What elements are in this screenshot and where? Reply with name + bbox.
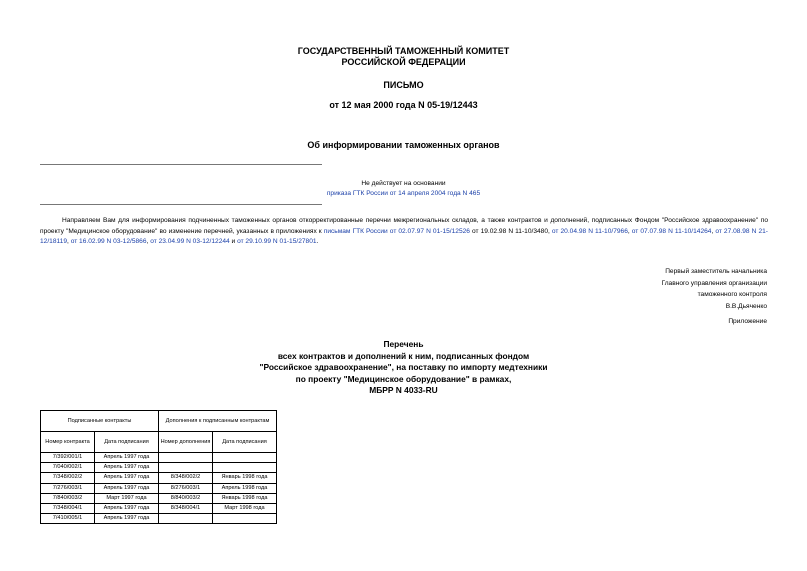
- group-header-supplements: Дополнения к подписанным контрактам: [159, 411, 277, 432]
- letter-link-1[interactable]: письмам ГТК России от 02.07.97 N 01-15/12526: [323, 227, 470, 235]
- cell-contract-number: 7/276/003/1: [41, 483, 95, 493]
- cell-supplement-number: [159, 453, 213, 463]
- cell-contract-date: Апрель 1997 года: [95, 503, 159, 513]
- table-row: [41, 493, 277, 503]
- cell-contract-number: 7/348/002/2: [41, 473, 95, 483]
- cell-contract-number: 7/840/003/2: [41, 493, 95, 503]
- col-header-supplement-date: Дата подписания: [213, 432, 277, 453]
- table-group-header-row: [41, 411, 277, 432]
- body-text-4: ,: [711, 227, 716, 235]
- org-name-line1: ГОСУДАРСТВЕННЫЙ ТАМОЖЕННЫЙ КОМИТЕТ: [297, 46, 510, 56]
- cell-supplement-date: Апрель 1998 года: [213, 483, 277, 493]
- col-header-supplement-number: Номер дополнения: [159, 432, 213, 453]
- cell-supplement-date: [213, 514, 277, 524]
- document-type: ПИСЬМО: [383, 80, 424, 90]
- letter-link-5[interactable]: от 16.02.99 N 03-12/5866: [70, 238, 147, 245]
- body-paragraph: [40, 216, 768, 248]
- cell-contract-date: Апрель 1997 года: [95, 453, 159, 463]
- appendix-title-line: по проекту "Медицинское оборудование" в рамках,: [295, 373, 512, 384]
- body-text-6: ,: [146, 238, 151, 245]
- cell-contract-date: Март 1997 года: [95, 493, 159, 503]
- cell-supplement-number: 8/348/004/1: [159, 503, 213, 513]
- signature-name: В.В.Дьяченко: [725, 302, 767, 310]
- letter-link-3[interactable]: от 07.07.98 N 11-10/14264: [631, 227, 712, 235]
- cell-contract-date: Апрель 1997 года: [95, 514, 159, 524]
- letter-link-7[interactable]: от 29.10.99 N 01-15/27801: [237, 238, 317, 245]
- appendix-title-line: "Российское здравоохранение", на поставку по импорту медтехники: [259, 362, 548, 372]
- appendix-title-line: МБРР N 4033-RU: [369, 385, 438, 395]
- signature-block: [527, 266, 767, 312]
- cell-supplement-number: [159, 463, 213, 473]
- divider-bottom: [40, 204, 322, 205]
- body-text-2: от 19.02.98 N 11-10/3480,: [469, 227, 552, 235]
- col-header-contract-number: Номер контракта: [41, 432, 95, 453]
- contracts-table: [40, 410, 277, 524]
- cell-supplement-date: [213, 453, 277, 463]
- body-text-5: ,: [67, 238, 71, 245]
- table-row: [41, 453, 277, 463]
- cell-contract-number: 7/040/002/1: [41, 463, 95, 473]
- letter-link-4[interactable]: от 27.08.98 N 21-12/18119: [40, 227, 768, 245]
- table-row: [41, 463, 277, 473]
- letter-link-2[interactable]: от 20.04.98 N 11-10/7966: [551, 227, 628, 235]
- signature-line: Главного управления организации: [661, 279, 767, 287]
- appendix-title-line: всех контрактов и дополнений к ним, подписанных фондом: [277, 350, 530, 361]
- cell-contract-date: Апрель 1997 года: [95, 463, 159, 473]
- cell-supplement-date: Январь 1998 года: [213, 473, 277, 483]
- body-text-8: .: [316, 238, 319, 245]
- cell-supplement-number: 8/840/003/2: [159, 493, 213, 503]
- signature-line: Первый заместитель начальника: [665, 268, 767, 275]
- signature-line: таможенного контроля: [697, 291, 767, 298]
- table-row: [41, 473, 277, 483]
- table-row: [41, 514, 277, 524]
- document-subject: Об информировании таможенных органов: [307, 140, 500, 150]
- letter-link-6[interactable]: от 23.04.99 N 03-12/12244: [150, 238, 230, 245]
- cell-supplement-number: 8/276/003/1: [159, 483, 213, 493]
- document-date-number: от 12 мая 2000 года N 05-19/12443: [329, 100, 478, 110]
- appendix-title-line: Перечень: [383, 339, 424, 349]
- body-text-3: ,: [627, 227, 632, 235]
- cell-contract-date: Апрель 1997 года: [95, 483, 159, 493]
- cell-contract-date: Апрель 1997 года: [95, 473, 159, 483]
- cell-supplement-date: Март 1998 года: [213, 503, 277, 513]
- cell-supplement-date: [213, 463, 277, 473]
- group-header-contracts: Подписанные контракты: [41, 411, 159, 432]
- cell-contract-number: 7/410/005/1: [41, 514, 95, 524]
- status-link-wrap: [0, 190, 807, 197]
- cell-supplement-number: [159, 514, 213, 524]
- cell-supplement-date: Январь 1998 года: [213, 493, 277, 503]
- body-text-7: и: [229, 238, 238, 245]
- org-name-line2: РОССИЙСКОЙ ФЕДЕРАЦИИ: [341, 57, 466, 67]
- col-header-contract-date: Дата подписания: [95, 432, 159, 453]
- appendix-title: [0, 339, 807, 397]
- status-order-link[interactable]: приказа ГТК России от 14 апреля 2004 года N 465: [326, 190, 481, 197]
- table-row: [41, 483, 277, 493]
- cell-contract-number: 7/392/001/1: [41, 453, 95, 463]
- divider-top: [40, 164, 322, 165]
- appendix-label: Приложение: [728, 318, 767, 325]
- cell-supplement-number: 8/348/002/2: [159, 473, 213, 483]
- table-row: [41, 503, 277, 513]
- cell-contract-number: 7/348/004/1: [41, 503, 95, 513]
- table-column-header-row: [41, 432, 277, 453]
- status-note: Не действует на основании: [361, 180, 446, 187]
- body-text-1: Направляем Вам для информирования подчиненных таможенных органов откорректированные перечни межрегиональных складов, а также контрактов и дополнений, подписанных Фондом "Российское здравоохранение" по проекту "Медицинское оборудование" во изменение перечней, указанных в приложениях к: [40, 217, 768, 235]
